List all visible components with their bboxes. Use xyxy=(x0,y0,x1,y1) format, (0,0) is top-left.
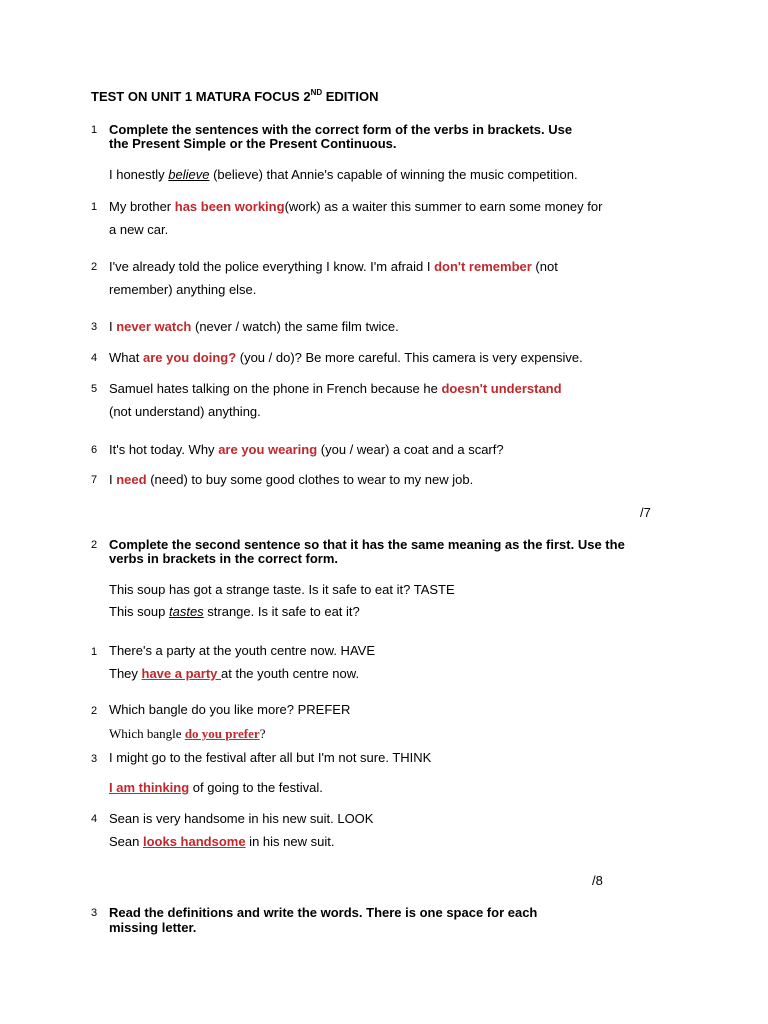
item-number: 7 xyxy=(91,474,98,486)
item-sentence: Sean is very handsome in his new suit. LOOK xyxy=(109,811,374,826)
item-answer-line: Sean looks handsome in his new suit. xyxy=(109,834,335,849)
answer: need xyxy=(116,472,147,487)
item-number: 3 xyxy=(91,753,98,765)
example-answer: believe xyxy=(168,167,210,182)
item-sentence: What are you doing? (you / do)? Be more careful. This camera is very expensive. xyxy=(109,350,583,365)
answer: don't remember xyxy=(434,259,532,274)
item-sentence: I need (need) to buy some good clothes to wear to my new job. xyxy=(109,472,474,487)
example-answer: tastes xyxy=(168,604,204,619)
item-sentence-cont: (not understand) anything. xyxy=(109,404,261,419)
score-box: /8 xyxy=(592,873,603,888)
example-sentence: This soup has got a strange taste. Is it safe to eat it? TASTE xyxy=(109,582,455,597)
exercise-instruction: Complete the sentences with the correct form of the verbs in brackets. Use xyxy=(109,122,573,137)
example-sentence: This soup tastes strange. Is it safe to eat it? xyxy=(109,604,360,619)
exercise-instruction: Read the definitions and write the words. There is one space for each xyxy=(109,905,538,920)
item-answer-line: Which bangle do you prefer? xyxy=(109,726,266,741)
exercise-number: 1 xyxy=(91,124,98,136)
exercise-instruction: the Present Simple or the Present Continuous. xyxy=(109,136,397,151)
item-sentence: I've already told the police everything I know. I'm afraid I don't remember (not xyxy=(109,259,558,274)
item-sentence: I might go to the festival after all but I'm not sure. THINK xyxy=(109,750,432,765)
item-sentence: My brother has been working(work) as a waiter this summer to earn some money for xyxy=(109,199,603,214)
item-number: 2 xyxy=(91,261,98,273)
item-sentence: I never watch (never / watch) the same film twice. xyxy=(109,319,399,334)
exercise-instruction: verbs in brackets in the correct form. xyxy=(109,551,339,566)
exercise-instruction: missing letter. xyxy=(109,920,197,935)
answer: looks handsome xyxy=(142,834,246,849)
exercise-number: 3 xyxy=(91,907,98,919)
exercise-number: 2 xyxy=(91,539,98,551)
item-number: 4 xyxy=(91,352,98,364)
answer: have a party xyxy=(141,666,222,681)
page-title: TEST ON UNIT 1 MATURA FOCUS 2ND EDITION xyxy=(91,88,379,104)
item-number: 3 xyxy=(91,321,98,333)
answer: has been working xyxy=(174,199,285,214)
answer: doesn't understand xyxy=(441,381,562,396)
item-sentence: It's hot today. Why are you wearing (you / wear) a coat and a scarf? xyxy=(109,442,504,457)
item-number: 5 xyxy=(91,383,98,395)
item-number: 4 xyxy=(91,813,98,825)
answer: are you wearing xyxy=(218,442,318,457)
answer: do you prefer xyxy=(184,726,260,741)
exercise-instruction: Complete the second sentence so that it has the same meaning as the first. Use the xyxy=(109,537,625,552)
item-number: 2 xyxy=(91,705,98,717)
item-sentence-cont: a new car. xyxy=(109,222,169,237)
score-box: /7 xyxy=(640,505,651,520)
answer: never watch xyxy=(116,319,192,334)
example-sentence: I honestly believe (believe) that Annie's capable of winning the music competition. xyxy=(109,167,578,182)
item-number: 6 xyxy=(91,444,98,456)
item-number: 1 xyxy=(91,646,98,658)
item-answer-line: They have a party at the youth centre now. xyxy=(109,666,360,681)
item-sentence: There's a party at the youth centre now. HAVE xyxy=(109,643,375,658)
item-sentence: Samuel hates talking on the phone in French because he doesn't understand xyxy=(109,381,562,396)
item-sentence-cont: remember) anything else. xyxy=(109,282,257,297)
item-number: 1 xyxy=(91,201,98,213)
item-sentence: Which bangle do you like more? PREFER xyxy=(109,702,351,717)
item-answer-line: I am thinking of going to the festival. xyxy=(109,780,323,795)
answer: I am thinking xyxy=(109,780,190,795)
answer: are you doing? xyxy=(142,350,237,365)
